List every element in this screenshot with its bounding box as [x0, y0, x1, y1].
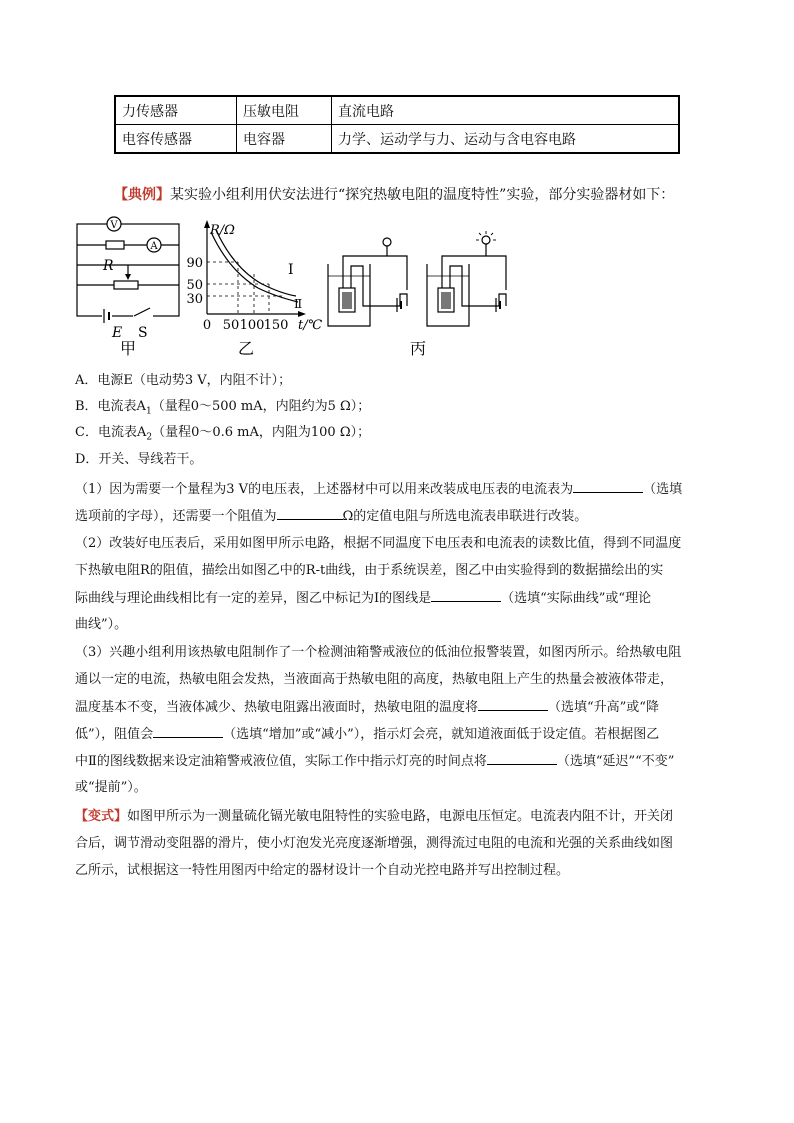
q1-text: Ω的定值电阻与所选电流表串联进行改装。 — [342, 509, 588, 524]
q3-text: （选填“升高”或“降 — [548, 700, 659, 715]
y-tick-label: 90 — [186, 256, 203, 271]
curve-2-label: Ⅱ — [294, 297, 303, 311]
x-tick-label: 0 — [202, 318, 212, 333]
resistor-r — [106, 241, 124, 249]
resistor-r-label: R — [103, 258, 114, 274]
table-cell: 力学、运动学与力、运动与含电容电路 — [332, 125, 680, 154]
q3-text: 温度基本不变，当液体减少、热敏电阻露出液面时，热敏电阻的温度将 — [75, 700, 479, 715]
figure-group — [70, 216, 530, 362]
q2-line2: 下热敏电阻R的阻值，描绘出如图乙中的R-t曲线，由于系统误差，图乙中由实验得到的数据描绘出的实 — [75, 563, 664, 578]
q3-text: 低”），阻值会 — [75, 727, 154, 742]
x-axis-label: t/℃ — [298, 318, 323, 333]
voltmeter — [107, 217, 121, 231]
item-d: D．开关、导线若干。 — [75, 452, 203, 467]
figure-yi-caption: 乙 — [238, 339, 255, 358]
variant-line3: 乙所示，试根据这一特性用图丙中给定的器材设计一个自动光控电路并写出控制过程。 — [75, 863, 570, 878]
q3-line4 — [75, 725, 659, 743]
table-cell: 直流电路 — [332, 96, 680, 125]
ammeter — [147, 238, 161, 252]
table-cell: 电容器 — [237, 125, 332, 154]
table-row — [115, 125, 679, 154]
item-c-sub: 2 — [146, 432, 153, 443]
x-tick-label: 150 — [263, 318, 289, 333]
answer-blank[interactable] — [431, 589, 501, 602]
curve-2 — [211, 232, 298, 302]
x-tick-label: 100 — [239, 318, 265, 333]
q1-text: （1）因为需要一个量程为3 V的电压表，上述器材中可以用来改装成电压表的电流表为 — [75, 482, 574, 497]
item-c-post: （量程0～0.6 mA，内阻为100 Ω）； — [152, 425, 371, 440]
q1-line1 — [75, 480, 682, 498]
item-b-sub: 1 — [145, 406, 152, 417]
figure-yi-graph — [186, 220, 322, 358]
q2-text: 际曲线与理论曲线相比有一定的差异，图乙中标记为Ⅰ的图线是 — [75, 591, 432, 606]
guide-lines — [207, 262, 284, 314]
variant-line2: 合后，调节滑动变阻器的滑片，使小灯泡发光亮度逐渐增强，测得流过电阻的电流和光强的关系曲线如图 — [75, 836, 674, 851]
q3-line2: 通以一定的电流，热敏电阻会发热，当液面高于热敏电阻的高度，热敏电阻上产生的热量会被液体带走， — [75, 672, 674, 687]
q3-line6: 或“提前”）。 — [75, 780, 147, 795]
x-axis-arrow — [298, 311, 306, 317]
q3-text: 中Ⅱ的图线数据来设定油箱警戒液位值，实际工作中指示灯亮的时间点将 — [75, 754, 487, 769]
item-a: A．电源E（电动势3 V，内阻不计）； — [75, 373, 292, 388]
item-c — [75, 424, 370, 447]
table-cell: 力传感器 — [115, 96, 237, 125]
q3-text: （选填“延迟”“不变” — [556, 754, 675, 769]
figure-bing-apparatus — [328, 231, 506, 326]
item-b-post: （量程0～500 mA，内阻约为5 Ω）； — [151, 399, 371, 414]
switch-s-label: S — [138, 325, 148, 341]
y-tick-label: 30 — [186, 292, 203, 307]
example-intro — [114, 187, 674, 204]
variant-text: 如图甲所示为一测量硫化镉光敏电阻特性的实验电路，电源电压恒定。电流表内阻不计，开关闭 — [127, 809, 674, 824]
rheostat — [114, 265, 138, 289]
battery — [102, 309, 112, 323]
battery-e-label: E — [112, 325, 123, 341]
sensor-table — [114, 95, 680, 154]
item-b-pre: B．电流表A — [75, 399, 146, 414]
y-tick-label: 50 — [186, 278, 203, 293]
q3-line3 — [75, 698, 659, 716]
example-tag: 【典例】 — [114, 187, 170, 203]
table-cell: 电容传感器 — [115, 125, 237, 154]
answer-blank[interactable] — [487, 752, 557, 765]
q2-text: （选填“实际曲线”或“理论 — [501, 591, 652, 606]
x-tick-label: 50 — [222, 318, 240, 333]
q1-text: （选填 — [643, 482, 683, 497]
answer-blank[interactable] — [573, 480, 643, 493]
variant-tag: 【变式】 — [75, 809, 128, 824]
q1-line2 — [75, 507, 587, 525]
q2-line3 — [75, 589, 651, 607]
q2-line1: （2）改装好电压表后，采用如图甲所示电路，根据不同温度下电压表和电流表的读数比值，得到不同温度 — [75, 536, 682, 551]
q3-line1: （3）兴趣小组利用该热敏电阻制作了一个检测油箱警戒液位的低油位报警装置，如图丙所示。给热敏电阻 — [75, 645, 682, 660]
table-cell: 压敏电阻 — [237, 96, 332, 125]
variant-line1 — [75, 808, 673, 825]
q2-line4: 曲线”）。 — [75, 617, 128, 632]
y-axis-label: R/Ω — [210, 223, 235, 238]
example-intro-text: 某实验小组利用伏安法进行“探究热敏电阻的温度特性”实验，部分实验器材如下： — [170, 187, 675, 203]
table-row — [115, 96, 679, 125]
answer-blank[interactable] — [153, 725, 223, 738]
answer-blank[interactable] — [277, 507, 343, 520]
q3-text: （选填“增加”或“减小”），指示灯会亮，就知道液面低于设定值。若根据图乙 — [223, 727, 660, 742]
curve-1-label: Ⅰ — [288, 262, 294, 278]
answer-blank[interactable] — [478, 698, 548, 711]
item-b — [75, 398, 370, 421]
figure-bing-caption: 丙 — [410, 339, 427, 358]
voltmeter-label: V — [110, 220, 118, 231]
q1-text: 选项前的字母），还需要一个阻值为 — [75, 509, 277, 524]
ammeter-label: A — [150, 241, 158, 252]
switch — [133, 308, 153, 320]
item-c-pre: C．电流表A — [75, 425, 147, 440]
figure-jia-caption: 甲 — [120, 339, 137, 358]
q3-line5 — [75, 752, 674, 770]
